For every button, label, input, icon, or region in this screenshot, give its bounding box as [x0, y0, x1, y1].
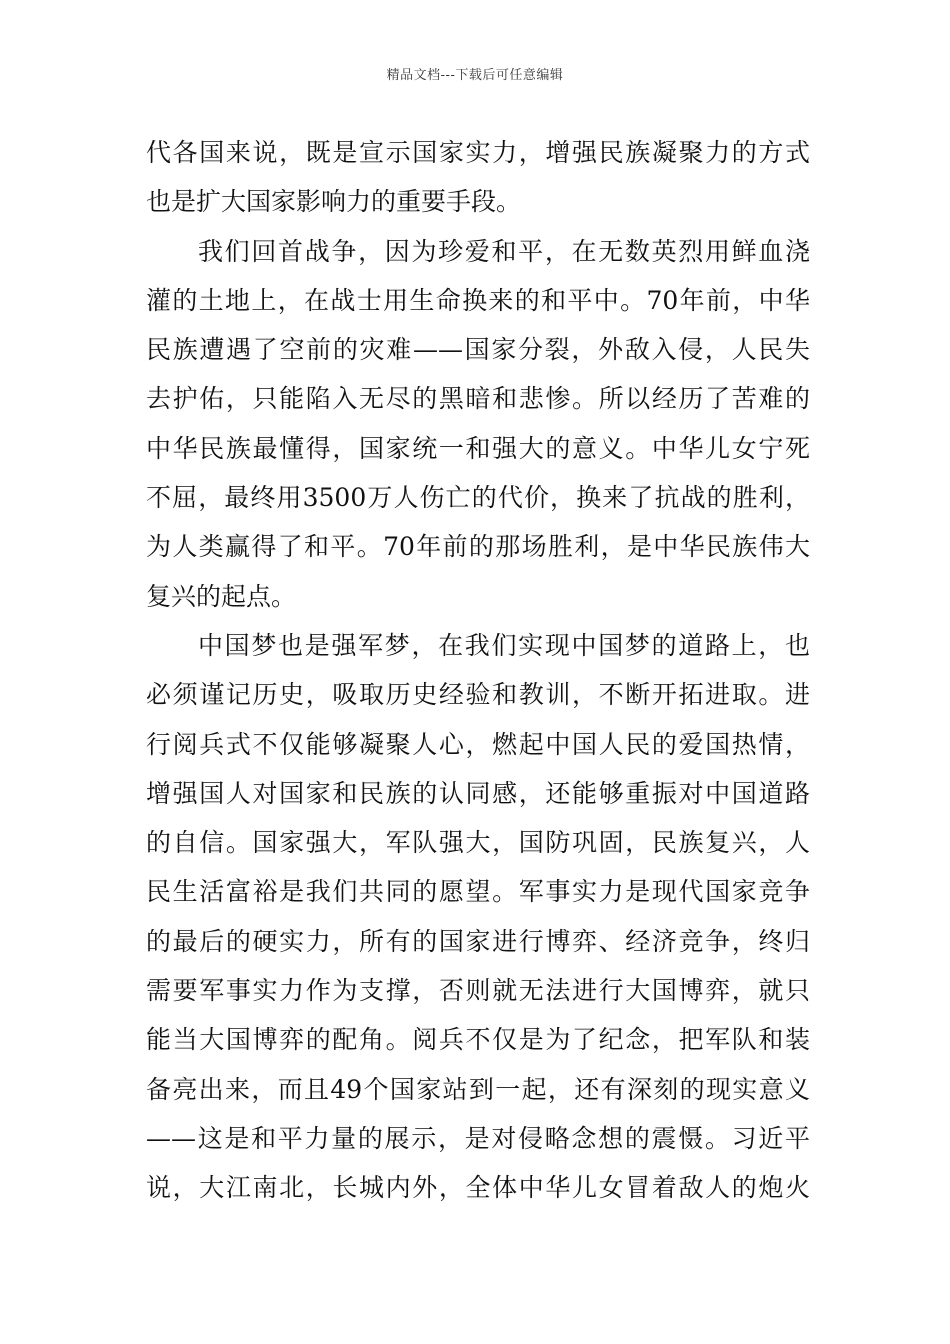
text-line: 去护佑，只能陷入无尽的黑暗和悲惨。所以经历了苦难的 [146, 384, 810, 414]
text-line: 也是扩大国家影响力的重要手段。 [146, 187, 522, 217]
text-line: 民生活富裕是我们共同的愿望。军事实力是现代国家竞争 [146, 877, 810, 907]
text-line: 能当大国博弈的配角。阅兵不仅是为了纪念，把军队和装 [146, 1025, 810, 1055]
paragraph-3 [146, 621, 810, 1213]
text-line: 中华民族最懂得，国家统一和强大的意义。中华儿女宁死 [146, 433, 810, 463]
text-line: 中国梦也是强军梦，在我们实现中国梦的道路上，也 [198, 630, 810, 660]
paragraph-1 [146, 128, 810, 227]
text-line: 不屈，最终用3500万人伤亡的代价，换来了抗战的胜利， [146, 483, 810, 513]
text-line: 民族遭遇了空前的灾难——国家分裂，外敌入侵，人民失 [146, 335, 810, 365]
text-line: 说，大江南北，长城内外，全体中华儿女冒着敌人的炮火 [146, 1173, 810, 1203]
text-line: 的最后的硬实力，所有的国家进行博弈、经济竞争，终归 [146, 926, 810, 956]
page-header: 精品文档---下载后可任意编辑 [386, 68, 564, 83]
document-body [146, 128, 810, 1213]
text-line: 为人类赢得了和平。70年前的那场胜利，是中华民族伟大 [146, 532, 810, 562]
text-line: 代各国来说，既是宣示国家实力，增强民族凝聚力的方式 [146, 138, 810, 167]
text-line: 行阅兵式不仅能够凝聚人心，燃起中国人民的爱国热情， [146, 729, 810, 759]
text-line: 复兴的起点。 [146, 581, 297, 611]
text-line: 增强国人对国家和民族的认同感，还能够重振对中国道路 [146, 778, 810, 808]
text-line: 需要军事实力作为支撑，否则就无法进行大国博弈，就只 [146, 976, 810, 1006]
paragraph-2 [146, 227, 810, 621]
text-line: 必须谨记历史，吸取历史经验和教训，不断开拓进取。进 [146, 680, 810, 710]
text-line: 备亮出来，而且49个国家站到一起，还有深刻的现实意义 [146, 1074, 810, 1104]
text-line: ——这是和平力量的展示，是对侵略念想的震慑。习近平 [146, 1123, 810, 1153]
text-line: 我们回首战争，因为珍爱和平，在无数英烈用鲜血浇 [198, 236, 810, 266]
text-line: 灌的土地上，在战士用生命换来的和平中。70年前，中华 [146, 285, 810, 315]
text-line: 的自信。国家强大，军队强大，国防巩固，民族复兴，人 [146, 828, 810, 858]
